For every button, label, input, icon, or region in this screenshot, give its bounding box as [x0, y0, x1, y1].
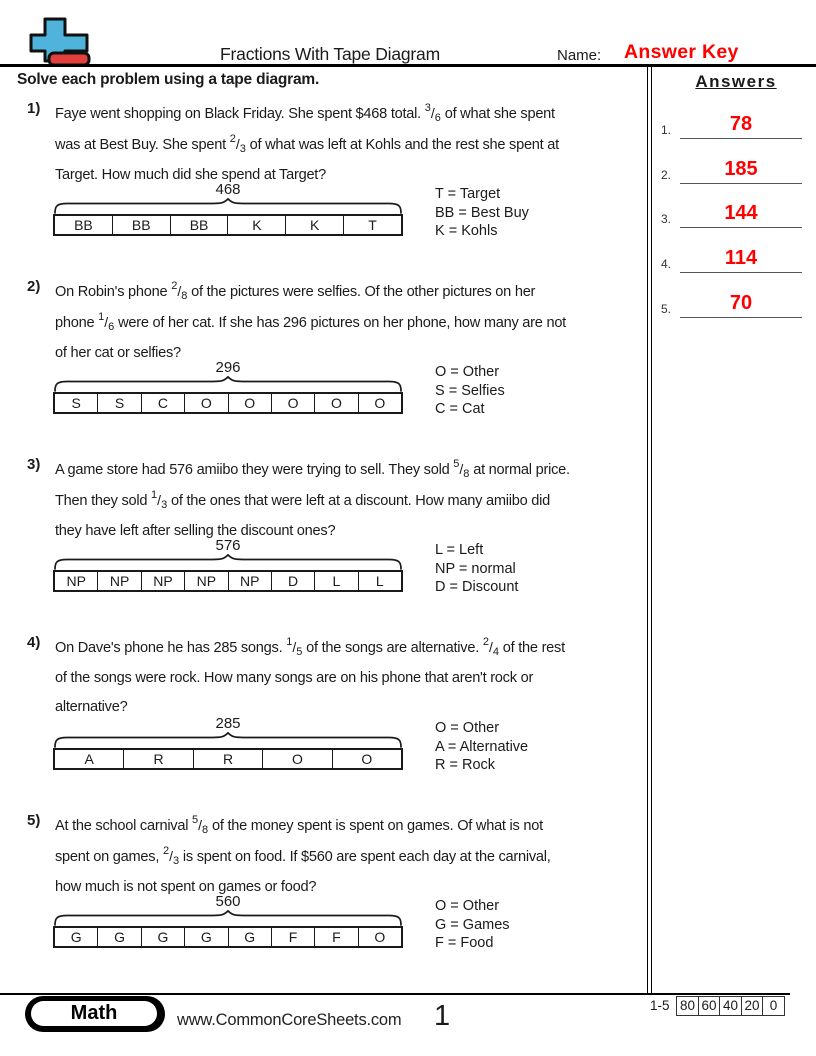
problem-item [18, 274, 648, 452]
answer-row [656, 144, 816, 189]
tape-cell: K [227, 216, 285, 234]
fraction-slash: / [430, 105, 435, 121]
problem-text-segment: On Robin's phone [55, 284, 172, 300]
problem-text-segment: On Dave's phone he has 285 songs. [55, 640, 287, 656]
score-box: 60 [698, 996, 721, 1016]
fraction-denominator: 3 [239, 143, 246, 155]
tape-cell: R [123, 750, 192, 768]
legend-line: T = Target [435, 186, 501, 202]
fraction [163, 842, 179, 873]
tape-cell: R [193, 750, 262, 768]
fraction-slash: / [459, 461, 464, 477]
answer-number: 1. [661, 122, 672, 137]
fraction [171, 277, 187, 308]
problem-number: 5) [27, 812, 41, 829]
tape-cell: S [71, 395, 81, 411]
fraction [230, 130, 246, 161]
tape-bar [53, 926, 403, 948]
tape-legend [435, 541, 635, 597]
answer-number: 5. [661, 301, 672, 316]
fraction-numerator: 5 [192, 814, 199, 826]
tape-cell: O [228, 394, 271, 412]
problem-text-segment: of the songs are alternative. [302, 640, 483, 656]
tape-cell: NP [97, 572, 140, 590]
fraction [453, 455, 469, 486]
tape-diagram [53, 893, 510, 951]
legend-line: F = Food [435, 935, 494, 951]
problem-text-segment: of what was left at Kohls and the rest she spent at [245, 137, 559, 153]
fraction-denominator: 3 [172, 855, 180, 867]
fraction [286, 633, 302, 664]
tape-cell: S [97, 394, 140, 412]
math-badge [25, 996, 165, 1032]
problem-text-segment: Target. How much did she spend at Target? [55, 167, 326, 183]
answer-row [656, 278, 816, 323]
tape-cell: A [84, 751, 94, 767]
answer-value: 185 [724, 157, 758, 180]
answer-number: 3. [661, 212, 672, 227]
tape-diagram [53, 537, 519, 595]
answer-row [656, 99, 816, 144]
score-box: 40 [719, 996, 742, 1016]
answer-value: 114 [724, 247, 758, 270]
legend-line: BB = Best Buy [435, 204, 529, 221]
tape-total-label: 296 [215, 359, 241, 376]
problem-text-segment: A game store had 576 amiibo they were trying to sell. They sold [55, 462, 454, 478]
tape-cell: F [314, 928, 357, 946]
tape-cell: D [271, 572, 314, 590]
fraction-numerator: 3 [424, 102, 431, 114]
page-number: 1 [434, 1000, 451, 1032]
fraction-slash: / [488, 639, 493, 655]
tape-cell: NP [228, 572, 271, 590]
problem-text [55, 99, 655, 190]
problem-text [55, 277, 655, 368]
score-range-label: 1-5 [650, 998, 670, 1013]
problem-text-segment: of the rest [498, 640, 565, 656]
tape-cell: G [97, 928, 140, 946]
fraction-numerator: 2 [482, 636, 489, 648]
tape-legend [435, 363, 635, 419]
fraction-denominator: 5 [296, 646, 303, 658]
legend-line: S = Selfies [435, 382, 505, 399]
problem-text-segment: were of her cat. If she has 296 pictures on her phone, how many are not [114, 315, 566, 331]
answer-blank-line [680, 138, 802, 139]
tape-total-label: 576 [215, 537, 241, 554]
problem-number: 4) [27, 634, 41, 651]
legend-line: D = Discount [435, 579, 519, 595]
tape-cell: NP [66, 573, 86, 589]
problem-item [18, 452, 648, 630]
tape-diagram [53, 359, 505, 417]
problem-number: 1) [27, 100, 41, 117]
tape-diagram [53, 181, 529, 239]
legend-line: O = Other [435, 720, 500, 736]
fraction-numerator: 2 [162, 845, 170, 857]
tape-cell: O [314, 394, 357, 412]
tape-cell: O [358, 928, 401, 946]
website-text: www.CommonCoreSheets.com [177, 1011, 402, 1029]
legend-line: C = Cat [435, 401, 485, 417]
problem-number: 2) [27, 278, 41, 295]
fraction [151, 486, 167, 517]
problem-text-segment: Then they sold [55, 493, 152, 509]
problem-text-segment: Faye went shopping on Black Friday. She spent $468 total. [55, 106, 425, 122]
tape-cell: BB [170, 216, 228, 234]
fraction-slash: / [169, 848, 173, 864]
problem-text-segment: they have left after selling the discount ones? [55, 523, 336, 539]
tape-bar [53, 214, 403, 236]
answer-blank-line [680, 227, 802, 228]
problem-text-segment: is spent on food. If $560 are spent each day at the carnival, [179, 849, 551, 865]
fraction-numerator: 5 [453, 458, 460, 470]
answer-row [656, 189, 816, 234]
answer-blank-line [680, 272, 802, 273]
problems-list [18, 96, 648, 986]
tape-cell: G [141, 928, 184, 946]
tape-cell: C [141, 394, 184, 412]
legend-line: O = Other [435, 364, 500, 380]
problem-item [18, 96, 648, 274]
answer-value: 144 [724, 202, 758, 225]
fraction-numerator: 1 [98, 311, 105, 323]
tape-cell: NP [184, 572, 227, 590]
tape-brace-icon [53, 376, 403, 392]
tape-cell: O [358, 394, 401, 412]
fraction-numerator: 2 [171, 280, 178, 292]
problem-text-segment: of the songs were rock. How many songs are on his phone that aren't rock or [55, 670, 534, 686]
instruction-text: Solve each problem using a tape diagram. [17, 71, 320, 88]
answer-value: 70 [729, 291, 753, 314]
problem-text-segment: spent on games, [55, 849, 163, 865]
tape-bar [53, 570, 403, 592]
legend-line: O = Other [435, 898, 500, 914]
answer-blank-line [680, 317, 802, 318]
score-box: 20 [741, 996, 764, 1016]
header-divider [0, 64, 816, 67]
tape-legend [435, 185, 635, 241]
problem-text-segment: at normal price. [469, 462, 570, 478]
problem-text-segment: phone [55, 315, 99, 331]
fraction-denominator: 8 [463, 468, 470, 480]
fraction [425, 99, 441, 130]
tape-bar [53, 748, 403, 770]
fraction-slash: / [157, 492, 162, 508]
fraction-numerator: 1 [151, 489, 158, 501]
problem-text-segment: was at Best Buy. She spent [55, 137, 230, 153]
commoncoresheets-logo-icon [28, 16, 108, 68]
tape-brace-icon [53, 732, 403, 748]
answer-key-label: Answer Key [624, 41, 739, 63]
tape-total-label: 468 [215, 181, 241, 198]
score-box: 0 [762, 996, 785, 1016]
tape-cell: NP [141, 572, 184, 590]
name-label: Name: [557, 47, 602, 64]
fraction-numerator: 1 [286, 636, 293, 648]
tape-cell: BB [74, 217, 93, 233]
tape-brace-icon [53, 910, 403, 926]
answer-row [656, 233, 816, 278]
tape-cell: O [184, 394, 227, 412]
score-strip [650, 996, 785, 1016]
tape-brace-icon [53, 198, 403, 214]
problem-text-segment: of the pictures were selfies. Of the other pictures on her [187, 284, 536, 300]
worksheet-title: Fractions With Tape Diagram [220, 44, 440, 64]
problem-text-segment: At the school carnival [55, 818, 193, 834]
tape-cell: G [70, 929, 82, 945]
tape-brace-icon [53, 554, 403, 570]
tape-cell: O [271, 394, 314, 412]
tape-diagram [53, 715, 529, 773]
tape-bar [53, 392, 403, 414]
fraction [192, 811, 208, 842]
tape-cell: F [271, 928, 314, 946]
problem-text [55, 811, 655, 902]
tape-cell: BB [112, 216, 170, 234]
tape-cell: O [332, 750, 401, 768]
score-box: 80 [676, 996, 699, 1016]
answer-blank-line [680, 183, 802, 184]
fraction-denominator: 8 [181, 290, 188, 302]
tape-total-label: 560 [215, 893, 241, 910]
tape-cell: L [358, 572, 401, 590]
footer-divider [0, 993, 790, 995]
fraction-slash: / [104, 314, 109, 330]
tape-cell: T [343, 216, 401, 234]
problem-text-segment: of the money spent is spent on games. Of what is not [208, 818, 543, 834]
legend-line: G = Games [435, 916, 510, 933]
problem-text-segment: of her cat or selfies? [55, 345, 181, 361]
legend-line: L = Left [435, 542, 484, 558]
legend-line: A = Alternative [435, 738, 529, 755]
problem-item [18, 808, 648, 986]
problem-number: 3) [27, 456, 41, 473]
problem-text-segment: how much is not spent on games or food? [55, 879, 317, 895]
fraction-denominator: 3 [161, 499, 168, 511]
fraction-slash: / [292, 639, 297, 655]
answers-list [656, 99, 816, 323]
tape-cell: G [184, 928, 227, 946]
tape-cell: O [262, 750, 331, 768]
problem-text [55, 633, 655, 722]
tape-total-label: 285 [215, 715, 241, 732]
problem-item [18, 630, 648, 808]
legend-line: NP = normal [435, 560, 516, 577]
tape-cell: G [228, 928, 271, 946]
fraction [483, 633, 499, 664]
problem-text-segment: alternative? [55, 699, 128, 715]
legend-line: R = Rock [435, 757, 496, 773]
fraction-numerator: 2 [229, 133, 236, 145]
tape-cell: L [314, 572, 357, 590]
fraction-denominator: 6 [434, 112, 441, 124]
fraction-slash: / [235, 136, 240, 152]
fraction [98, 308, 114, 339]
answers-heading: Answers [695, 72, 777, 91]
problem-text-segment: of what she spent [440, 106, 555, 122]
tape-cell: K [285, 216, 343, 234]
problem-text [55, 455, 655, 546]
math-badge-label: Math [31, 1001, 157, 1026]
fraction-denominator: 6 [108, 321, 115, 333]
fraction-slash: / [177, 283, 182, 299]
problem-text-segment: of the ones that were left at a discount. How many amiibo did [167, 493, 550, 509]
answer-value: 78 [729, 112, 753, 135]
answer-number: 2. [661, 167, 672, 182]
fraction-denominator: 8 [202, 824, 209, 836]
answer-number: 4. [661, 257, 672, 272]
tape-legend [435, 719, 635, 775]
fraction-denominator: 4 [492, 646, 499, 658]
fraction-slash: / [198, 817, 203, 833]
tape-legend [435, 897, 635, 953]
legend-line: K = Kohls [435, 223, 498, 239]
